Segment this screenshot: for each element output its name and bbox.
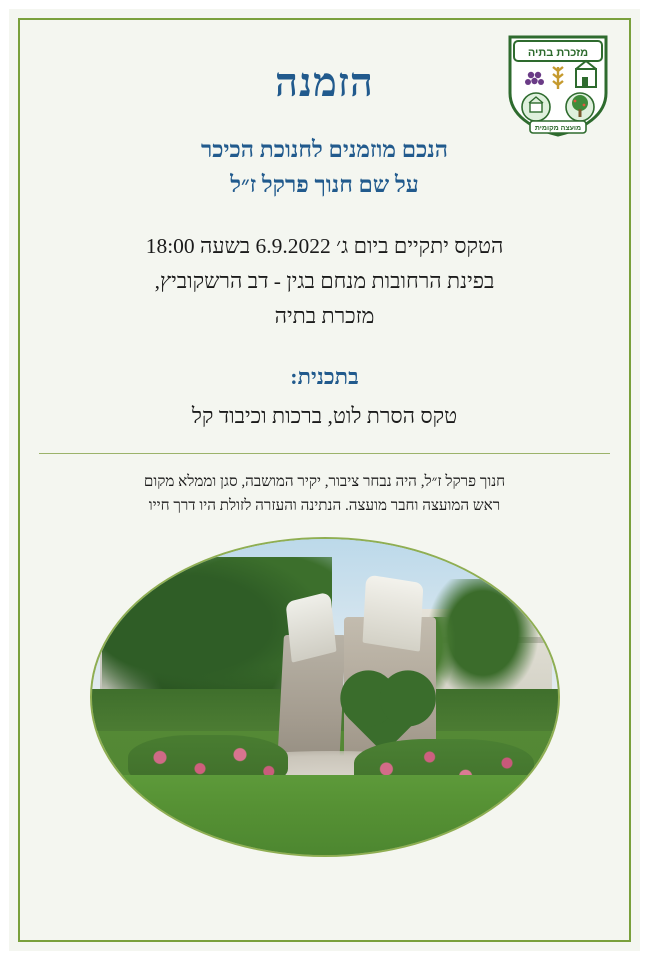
svg-text:מזכרת בתיה: מזכרת בתיה [527,47,589,59]
event-details [39,229,610,333]
invitation-subtitle [39,132,610,203]
photo-scene [92,539,558,855]
biography-line-2: ראש המועצה וחבר מועצה. הנתינה והעזרה לזולת היו דרך חייו [148,497,501,515]
event-location-street: בפינת הרחובות מנחם בגין - דב הרשקוביץ, [154,268,495,293]
page-title: הזמנה [275,60,374,105]
subtitle-line-2: על שם חנוך פרקל ז״ל [230,172,419,198]
event-datetime: הטקס יתקיים ביום ג׳ 6.9.2022 בשעה 18:00 [145,234,504,259]
event-location-city: מזכרת בתיה [274,303,375,328]
section-divider [39,453,610,454]
municipality-emblem-icon [500,23,616,139]
invitation-content [9,9,640,951]
biography-line-1: חנוך פרקל ז״ל, היה נבחר ציבור, יקיר המושבה, סגן וממלא מקום [143,472,506,490]
sculpture-hand-right [362,574,423,651]
program-body: טקס הסרת לוט, ברכות וכיבוד קל [191,403,458,428]
square-photo [90,537,560,857]
sculpture-hand-left [285,591,336,662]
subtitle-line-1: הנכם מוזמנים לחנוכת הכיכר [200,136,449,162]
program-heading: בתכנית: [290,363,359,389]
svg-text:מועצה מקומית: מועצה מקומית [534,125,582,132]
lawn [92,775,558,855]
biography-text [39,470,610,519]
